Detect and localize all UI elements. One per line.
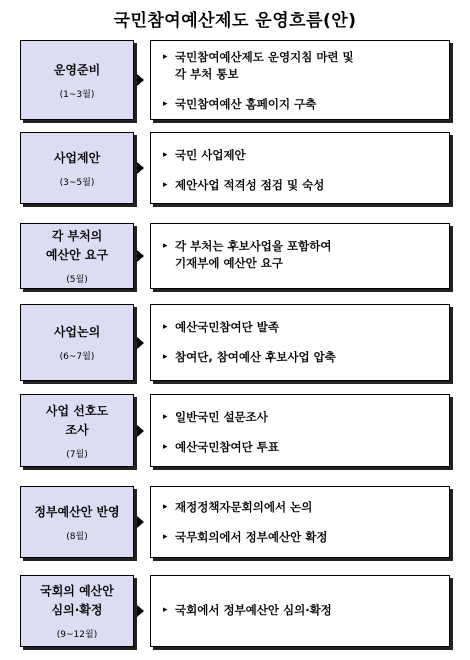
stage-row [0,394,470,467]
detail-text: 재정정책자문회의에서 논의 [175,500,313,514]
detail-text: 예산국민참여단 투표 [175,440,279,454]
triangle-right-icon: ▸ [163,502,168,512]
stage-name: 사업제안 [53,150,101,165]
detail-text: 예산국민참여단 발족 [175,320,279,334]
arrow-right-icon [137,250,144,262]
stage-row [0,486,470,558]
stage-period: (5월) [66,275,88,285]
stage-period: (8월) [66,531,88,542]
stage-name: 각 부처의 예산안 요구 [45,229,109,262]
detail-item [163,499,439,516]
detail-item [163,49,439,83]
stage-period: (9~12월) [56,630,98,640]
detail-item [163,147,439,164]
detail-text: 국회에서 정부예산안 심의·확정 [175,603,332,617]
detail-text: 참여단, 참여예산 후보사업 압축 [175,350,336,364]
triangle-right-icon: ▸ [163,150,168,160]
triangle-right-icon: ▸ [163,322,168,332]
stage-name: 정부예산안 반영 [34,504,120,519]
stage-detail-box [150,223,450,289]
stage-label-box [20,40,134,120]
stage-detail-box [150,132,450,204]
detail-item [163,602,439,619]
triangle-right-icon: ▸ [163,99,168,109]
stage-row [0,132,470,204]
arrow-right-icon [137,74,144,86]
arrow-right-icon [137,516,144,528]
detail-text: 국민 사업제안 [175,148,246,162]
stage-label-box [20,394,134,467]
detail-item [163,96,439,113]
triangle-right-icon: ▸ [163,605,168,615]
arrow-right-icon [137,337,144,349]
stage-detail-box [150,40,450,120]
triangle-right-icon: ▸ [163,180,168,190]
detail-text: 일반국민 설문조사 [175,410,268,424]
stage-row [0,40,470,120]
detail-item [163,409,439,426]
stage-detail-box [150,304,450,381]
stage-name: 운영준비 [53,62,101,77]
stage-detail-box [150,486,450,558]
stage-period: (1~3월) [59,89,95,100]
detail-item [163,319,439,336]
stage-label-box [20,223,134,289]
detail-text: 각 부처는 후보사업을 포함하여 기재부에 예산안 요구 [175,239,332,270]
stage-name: 국회의 예산안 심의·확정 [40,584,114,617]
page-title: 국민참여예산제도 운영흐름(안) [113,11,357,31]
detail-item [163,439,439,456]
detail-item [163,238,439,272]
stage-label-box [20,486,134,558]
stage-label-box [20,304,134,381]
stage-name: 사업 선호도 조사 [45,403,109,437]
arrow-right-icon [137,425,144,437]
arrow-right-icon [137,605,144,617]
detail-text: 국무회의에서 정부예산안 확정 [175,530,328,544]
triangle-right-icon: ▸ [163,52,168,62]
stage-name: 사업논의 [53,325,101,339]
triangle-right-icon: ▸ [163,352,168,362]
stage-row [0,575,470,647]
triangle-right-icon: ▸ [163,532,168,542]
stage-label-box [20,575,134,647]
triangle-right-icon: ▸ [163,412,168,422]
stage-period: (3~5월) [59,177,95,188]
stage-row [0,223,470,289]
stage-detail-box [150,394,450,467]
stage-period: (6~7월) [59,352,95,362]
stage-period: (7월) [66,449,88,460]
detail-item [163,349,439,366]
detail-text: 국민참여예산 홈페이지 구축 [175,97,317,111]
triangle-right-icon: ▸ [163,241,168,251]
detail-item [163,177,439,194]
triangle-right-icon: ▸ [163,442,168,452]
stage-label-box [20,132,134,204]
stage-detail-box [150,575,450,647]
detail-item [163,529,439,546]
arrow-right-icon [137,162,144,174]
stage-row [0,304,470,381]
detail-text: 제안사업 적격성 점검 및 숙성 [175,178,325,192]
detail-text: 국민참여예산제도 운영지침 마련 및 각 부처 통보 [175,50,354,81]
